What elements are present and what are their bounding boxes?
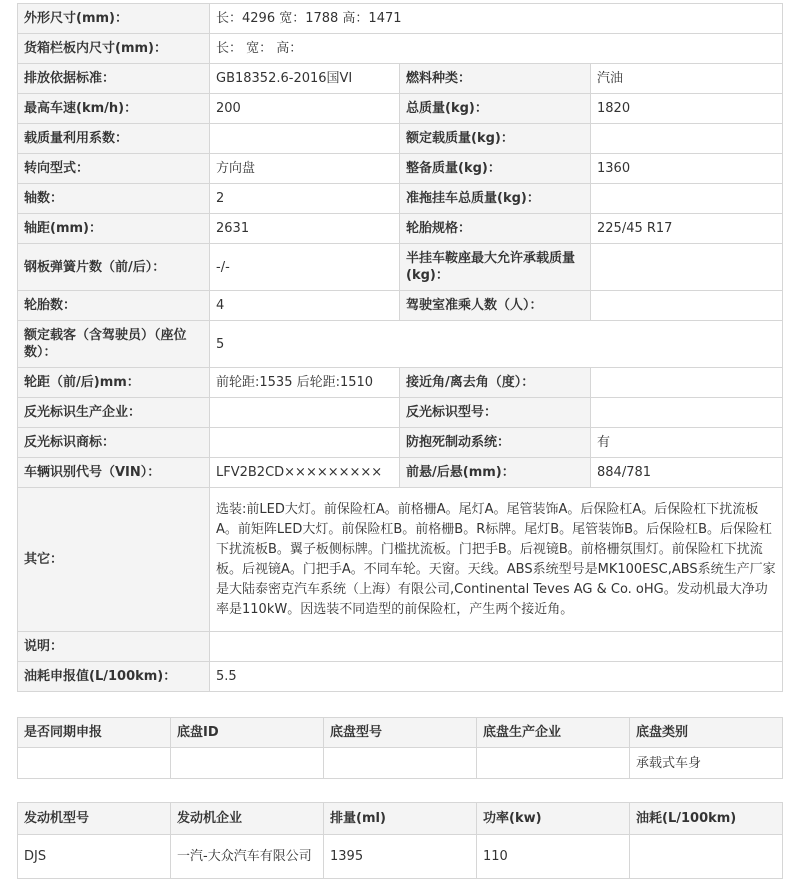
spec-row-axles [18,184,783,214]
spec-row-dimensions [18,4,783,34]
engine-table [17,802,783,879]
tire-spec-label: 轮胎规格： [400,214,591,244]
overhang-value: 884/781 [591,458,783,488]
engine-header-power: 功率(kw) [477,803,630,835]
reflect-model-label: 反光标识型号： [400,398,591,428]
saddle-load-label: 半挂车鞍座最大允许承载质量(kg)： [400,244,591,291]
gross-mass-label: 总质量(kg)： [400,94,591,124]
approach-angle-value [591,368,783,398]
engine-header-maker: 发动机企业 [171,803,324,835]
axles-label: 轴数： [18,184,210,214]
spec-row-wheelbase [18,214,783,244]
rated-load-label: 额定载质量(kg)： [400,124,591,154]
vin-label: 车辆识别代号（VIN）： [18,458,210,488]
curb-mass-label: 整备质量(kg)： [400,154,591,184]
spec-row-other [18,488,783,632]
springs-label: 钢板弹簧片数（前/后）： [18,244,210,291]
engine-power-value: 110 [477,835,630,879]
engine-model-value: DJS [18,835,171,879]
spec-row-vin [18,458,783,488]
notes-label: 说明： [18,632,210,662]
track-value: 前轮距:1535 后轮距:1510 [210,368,400,398]
engine-displacement-value: 1395 [324,835,477,879]
chassis-header-id: 底盘ID [171,718,324,748]
load-util-label: 载质量利用系数： [18,124,210,154]
spec-row-tires [18,291,783,321]
notes-value [210,632,783,662]
cab-seats-value [591,291,783,321]
spec-row-notes [18,632,783,662]
steering-value: 方向盘 [210,154,400,184]
chassis-data-row [18,748,783,779]
cab-seats-label: 驾驶室准乘人数（人）： [400,291,591,321]
load-util-value [210,124,400,154]
trailer-mass-label: 准拖挂车总质量(kg)： [400,184,591,214]
engine-fuel-value [630,835,783,879]
axles-value: 2 [210,184,400,214]
abs-label: 防抱死制动系统： [400,428,591,458]
steering-label: 转向型式： [18,154,210,184]
engine-maker-value: 一汽-大众汽车有限公司 [171,835,324,879]
vehicle-spec-table [17,3,783,692]
gross-mass-value: 1820 [591,94,783,124]
emission-value: GB18352.6-2016国VI [210,64,400,94]
reflect-model-value [591,398,783,428]
springs-value: -/- [210,244,400,291]
spec-row-reflect-maker [18,398,783,428]
track-label: 轮距（前/后)mm： [18,368,210,398]
wheelbase-value: 2631 [210,214,400,244]
chassis-header-maker: 底盘生产企业 [477,718,630,748]
wheelbase-label: 轴距(mm)： [18,214,210,244]
reflect-brand-label: 反光标识商标： [18,428,210,458]
trailer-mass-value [591,184,783,214]
cargo-box-label: 货箱栏板内尺寸(mm)： [18,34,210,64]
spec-row-track [18,368,783,398]
tire-spec-value: 225/45 R17 [591,214,783,244]
spec-row-reflect-brand [18,428,783,458]
reflect-brand-value [210,428,400,458]
spec-row-steering [18,154,783,184]
cargo-box-value: 长： 宽： 高： [210,34,783,64]
other-label: 其它： [18,488,210,632]
tire-count-label: 轮胎数： [18,291,210,321]
spec-row-springs [18,244,783,291]
chassis-header-category: 底盘类别 [630,718,783,748]
vin-value: LFV2B2CD××××××××× [210,458,400,488]
spec-row-passengers [18,321,783,368]
passengers-value: 5 [210,321,783,368]
emission-label: 排放依据标准： [18,64,210,94]
spec-row-fuel-consumption [18,662,783,692]
spec-row-max-speed [18,94,783,124]
approach-angle-label: 接近角/离去角（度）： [400,368,591,398]
fuel-type-label: 燃料种类： [400,64,591,94]
chassis-header-sync: 是否同期申报 [18,718,171,748]
chassis-sync-value [18,748,171,779]
engine-header-model: 发动机型号 [18,803,171,835]
curb-mass-value: 1360 [591,154,783,184]
tire-count-value: 4 [210,291,400,321]
fuel-type-value: 汽油 [591,64,783,94]
chassis-header-row [18,718,783,748]
reflect-maker-label: 反光标识生产企业： [18,398,210,428]
chassis-model-value [324,748,477,779]
max-speed-label: 最高车速(km/h)： [18,94,210,124]
spec-row-load-util [18,124,783,154]
chassis-table [17,717,783,779]
spec-row-cargo-box [18,34,783,64]
engine-data-row [18,835,783,879]
dimensions-value: 长：4296 宽：1788 高：1471 [210,4,783,34]
saddle-load-value [591,244,783,291]
engine-header-displacement: 排量(ml) [324,803,477,835]
engine-header-fuel: 油耗(L/100km) [630,803,783,835]
engine-header-row [18,803,783,835]
chassis-id-value [171,748,324,779]
max-speed-value: 200 [210,94,400,124]
rated-load-value [591,124,783,154]
fuel-consumption-label: 油耗申报值(L/100km)： [18,662,210,692]
fuel-consumption-value: 5.5 [210,662,783,692]
reflect-maker-value [210,398,400,428]
passengers-label: 额定载客（含驾驶员）（座位数）： [18,321,210,368]
chassis-category-value: 承载式车身 [630,748,783,779]
other-value: 选装:前LED大灯。前保险杠A。前格栅A。尾灯A。尾管装饰A。后保险杠A。后保险杠下扰流板A。前矩阵LED大灯。前保险杠B。前格栅B。R标牌。尾灯B。尾管装饰B。后保险杠B。后保险杠下扰流板B。翼子板侧标牌。门槛扰流板。门把手B。后视镜B。前格栅氛围灯。前保险杠下扰流板。后视镜A。门把手A。不同车轮。天窗。天线。ABS系统型号是MK100ESC,ABS系统生产厂家是大陆泰密克汽车系统（上海）有限公司,Continental Teves AG & Co. oHG。发动机最大净功率是110kW。因选装不同造型的前保险杠，产生两个接近角。 [210,488,783,632]
chassis-maker-value [477,748,630,779]
spec-row-emission [18,64,783,94]
chassis-header-model: 底盘型号 [324,718,477,748]
abs-value: 有 [591,428,783,458]
dimensions-label: 外形尺寸(mm)： [18,4,210,34]
overhang-label: 前悬/后悬(mm)： [400,458,591,488]
